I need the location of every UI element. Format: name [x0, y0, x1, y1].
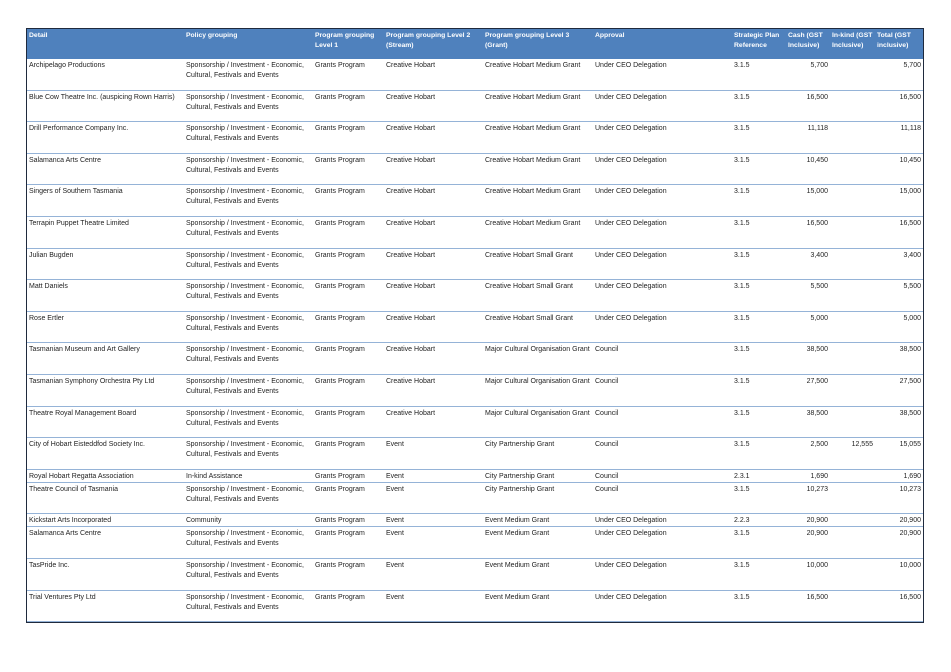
table-row[interactable] [27, 527, 923, 559]
cell-approval[interactable]: Under CEO Delegation [593, 185, 732, 217]
table-row[interactable] [27, 185, 923, 217]
cell-policy-grouping[interactable]: In-kind Assistance [184, 469, 313, 482]
cell-total[interactable]: 5,000 [875, 311, 923, 343]
cell-cash[interactable]: 16,500 [786, 590, 830, 622]
table-row[interactable] [27, 343, 923, 375]
cell-program-level-3[interactable]: City Partnership Grant [483, 438, 593, 470]
cell-detail[interactable]: Archipelago Productions [27, 59, 184, 90]
cell-detail[interactable]: Trial Ventures Pty Ltd [27, 590, 184, 622]
cell-program-level-3[interactable]: Event Medium Grant [483, 590, 593, 622]
cell-detail[interactable]: Tasmanian Symphony Orchestra Pty Ltd [27, 374, 184, 406]
cell-cash[interactable]: 5,000 [786, 311, 830, 343]
cell-in-kind[interactable] [830, 527, 875, 559]
cell-total[interactable]: 5,500 [875, 280, 923, 312]
cell-approval[interactable]: Under CEO Delegation [593, 514, 732, 527]
header-policy-grouping[interactable]: Policy grouping [184, 29, 313, 60]
table-row[interactable] [27, 153, 923, 185]
cell-approval[interactable]: Under CEO Delegation [593, 90, 732, 122]
cell-total[interactable]: 38,500 [875, 406, 923, 438]
cell-program-level-2[interactable]: Creative Hobart [384, 374, 483, 406]
cell-total[interactable]: 10,273 [875, 482, 923, 514]
cell-cash[interactable]: 11,118 [786, 122, 830, 154]
cell-policy-grouping[interactable]: Sponsorship / Investment - Economic, Cultural, Festivals and Events [184, 280, 313, 312]
cell-cash[interactable]: 5,500 [786, 280, 830, 312]
cell-detail[interactable]: Drill Performance Company Inc. [27, 122, 184, 154]
cell-policy-grouping[interactable]: Sponsorship / Investment - Economic, Cultural, Festivals and Events [184, 90, 313, 122]
cell-total[interactable]: 20,900 [875, 527, 923, 559]
cell-strategic-plan-reference[interactable]: 3.1.5 [732, 216, 786, 248]
cell-program-level-1[interactable]: Grants Program [313, 374, 384, 406]
cell-in-kind[interactable] [830, 153, 875, 185]
cell-total[interactable]: 11,118 [875, 122, 923, 154]
cell-policy-grouping[interactable]: Sponsorship / Investment - Economic, Cultural, Festivals and Events [184, 558, 313, 590]
cell-strategic-plan-reference[interactable]: 3.1.5 [732, 343, 786, 375]
cell-strategic-plan-reference[interactable]: 3.1.5 [732, 527, 786, 559]
header-cash[interactable]: Cash (GST Inclusive) [786, 29, 830, 60]
table-row[interactable] [27, 406, 923, 438]
cell-program-level-2[interactable]: Creative Hobart [384, 406, 483, 438]
cell-in-kind[interactable] [830, 514, 875, 527]
cell-program-level-1[interactable]: Grants Program [313, 248, 384, 280]
cell-policy-grouping[interactable]: Sponsorship / Investment - Economic, Cultural, Festivals and Events [184, 311, 313, 343]
cell-policy-grouping[interactable]: Sponsorship / Investment - Economic, Cultural, Festivals and Events [184, 374, 313, 406]
cell-total[interactable]: 16,500 [875, 590, 923, 622]
cell-total[interactable]: 38,500 [875, 343, 923, 375]
cell-total[interactable]: 5,700 [875, 59, 923, 90]
cell-detail[interactable]: Theatre Royal Management Board [27, 406, 184, 438]
table-row[interactable] [27, 558, 923, 590]
cell-approval[interactable]: Council [593, 469, 732, 482]
cell-program-level-3[interactable]: City Partnership Grant [483, 469, 593, 482]
cell-total[interactable]: 20,900 [875, 514, 923, 527]
cell-total[interactable]: 16,500 [875, 216, 923, 248]
cell-strategic-plan-reference[interactable]: 3.1.5 [732, 280, 786, 312]
cell-policy-grouping[interactable]: Sponsorship / Investment - Economic, Cultural, Festivals and Events [184, 153, 313, 185]
cell-strategic-plan-reference[interactable]: 3.1.5 [732, 248, 786, 280]
cell-in-kind[interactable] [830, 482, 875, 514]
cell-program-level-3[interactable]: Creative Hobart Small Grant [483, 280, 593, 312]
cell-strategic-plan-reference[interactable]: 2.2.3 [732, 514, 786, 527]
cell-program-level-2[interactable]: Creative Hobart [384, 248, 483, 280]
cell-total[interactable]: 10,450 [875, 153, 923, 185]
cell-program-level-2[interactable]: Event [384, 527, 483, 559]
table-row[interactable] [27, 482, 923, 514]
cell-cash[interactable]: 16,500 [786, 90, 830, 122]
cell-policy-grouping[interactable]: Sponsorship / Investment - Economic, Cultural, Festivals and Events [184, 527, 313, 559]
cell-detail[interactable]: Rose Ertler [27, 311, 184, 343]
cell-cash[interactable]: 20,900 [786, 527, 830, 559]
cell-policy-grouping[interactable]: Sponsorship / Investment - Economic, Cultural, Festivals and Events [184, 59, 313, 90]
cell-in-kind[interactable] [830, 90, 875, 122]
cell-detail[interactable]: Salamanca Arts Centre [27, 527, 184, 559]
header-detail[interactable]: Detail [27, 29, 184, 60]
header-program-level-1[interactable]: Program grouping Level 1 [313, 29, 384, 60]
cell-program-level-1[interactable]: Grants Program [313, 527, 384, 559]
cell-program-level-1[interactable]: Grants Program [313, 558, 384, 590]
cell-policy-grouping[interactable]: Sponsorship / Investment - Economic, Cultural, Festivals and Events [184, 438, 313, 470]
cell-detail[interactable]: Kickstart Arts Incorporated [27, 514, 184, 527]
cell-program-level-2[interactable]: Event [384, 514, 483, 527]
cell-in-kind[interactable] [830, 280, 875, 312]
cell-approval[interactable]: Under CEO Delegation [593, 153, 732, 185]
cell-strategic-plan-reference[interactable]: 3.1.5 [732, 90, 786, 122]
cell-policy-grouping[interactable]: Sponsorship / Investment - Economic, Cultural, Festivals and Events [184, 216, 313, 248]
cell-total[interactable]: 27,500 [875, 374, 923, 406]
table-row[interactable] [27, 469, 923, 482]
cell-program-level-2[interactable]: Creative Hobart [384, 59, 483, 90]
cell-program-level-3[interactable]: Creative Hobart Medium Grant [483, 185, 593, 217]
cell-total[interactable]: 3,400 [875, 248, 923, 280]
table-row[interactable] [27, 374, 923, 406]
cell-total[interactable]: 10,000 [875, 558, 923, 590]
cell-program-level-2[interactable]: Creative Hobart [384, 343, 483, 375]
cell-program-level-1[interactable]: Grants Program [313, 311, 384, 343]
cell-total[interactable]: 16,500 [875, 90, 923, 122]
cell-cash[interactable]: 10,450 [786, 153, 830, 185]
header-approval[interactable]: Approval [593, 29, 732, 60]
table-row[interactable] [27, 216, 923, 248]
cell-program-level-3[interactable]: Creative Hobart Medium Grant [483, 59, 593, 90]
cell-in-kind[interactable] [830, 469, 875, 482]
cell-program-level-1[interactable]: Grants Program [313, 482, 384, 514]
cell-detail[interactable]: Salamanca Arts Centre [27, 153, 184, 185]
cell-detail[interactable]: TasPride Inc. [27, 558, 184, 590]
cell-strategic-plan-reference[interactable]: 3.1.5 [732, 374, 786, 406]
cell-strategic-plan-reference[interactable]: 3.1.5 [732, 59, 786, 90]
grants-table [27, 28, 923, 622]
cell-program-level-2[interactable]: Event [384, 558, 483, 590]
cell-strategic-plan-reference[interactable]: 3.1.5 [732, 558, 786, 590]
cell-program-level-1[interactable]: Grants Program [313, 514, 384, 527]
cell-detail[interactable]: Singers of Southern Tasmania [27, 185, 184, 217]
cell-approval[interactable]: Under CEO Delegation [593, 248, 732, 280]
cell-cash[interactable]: 10,000 [786, 558, 830, 590]
cell-program-level-2[interactable]: Creative Hobart [384, 90, 483, 122]
cell-program-level-2[interactable]: Creative Hobart [384, 185, 483, 217]
cell-cash[interactable]: 38,500 [786, 406, 830, 438]
cell-total[interactable]: 1,690 [875, 469, 923, 482]
cell-approval[interactable]: Under CEO Delegation [593, 216, 732, 248]
cell-program-level-3[interactable]: Creative Hobart Medium Grant [483, 122, 593, 154]
cell-program-level-1[interactable]: Grants Program [313, 59, 384, 90]
cell-program-level-3[interactable]: Creative Hobart Small Grant [483, 248, 593, 280]
table-header-row [27, 29, 923, 60]
cell-in-kind[interactable] [830, 374, 875, 406]
cell-policy-grouping[interactable]: Sponsorship / Investment - Economic, Cultural, Festivals and Events [184, 482, 313, 514]
header-total[interactable]: Total (GST inclusive) [875, 29, 923, 60]
cell-strategic-plan-reference[interactable]: 3.1.5 [732, 122, 786, 154]
cell-program-level-1[interactable]: Grants Program [313, 153, 384, 185]
cell-program-level-3[interactable]: Creative Hobart Medium Grant [483, 90, 593, 122]
cell-program-level-2[interactable]: Creative Hobart [384, 311, 483, 343]
cell-total[interactable]: 15,055 [875, 438, 923, 470]
cell-in-kind[interactable] [830, 406, 875, 438]
cell-program-level-1[interactable]: Grants Program [313, 280, 384, 312]
cell-detail[interactable]: Julian Bugden [27, 248, 184, 280]
grants-table-container [26, 28, 924, 623]
cell-program-level-1[interactable]: Grants Program [313, 122, 384, 154]
cell-program-level-3[interactable]: Major Cultural Organisation Grant [483, 343, 593, 375]
cell-in-kind[interactable] [830, 343, 875, 375]
cell-program-level-3[interactable]: Event Medium Grant [483, 558, 593, 590]
cell-approval[interactable]: Under CEO Delegation [593, 311, 732, 343]
cell-strategic-plan-reference[interactable]: 3.1.5 [732, 185, 786, 217]
cell-in-kind[interactable] [830, 185, 875, 217]
cell-strategic-plan-reference[interactable]: 3.1.5 [732, 438, 786, 470]
cell-program-level-2[interactable]: Event [384, 438, 483, 470]
cell-strategic-plan-reference[interactable]: 2.3.1 [732, 469, 786, 482]
cell-approval[interactable]: Council [593, 438, 732, 470]
cell-cash[interactable]: 2,500 [786, 438, 830, 470]
cell-strategic-plan-reference[interactable]: 3.1.5 [732, 311, 786, 343]
cell-policy-grouping[interactable]: Community [184, 514, 313, 527]
cell-in-kind[interactable]: 12,555 [830, 438, 875, 470]
header-strategic-plan-reference[interactable]: Strategic Plan Reference [732, 29, 786, 60]
cell-in-kind[interactable] [830, 216, 875, 248]
header-program-level-3[interactable]: Program grouping Level 3 (Grant) [483, 29, 593, 60]
cell-in-kind[interactable] [830, 248, 875, 280]
cell-approval[interactable]: Under CEO Delegation [593, 122, 732, 154]
cell-program-level-1[interactable]: Grants Program [313, 406, 384, 438]
cell-program-level-1[interactable]: Grants Program [313, 438, 384, 470]
cell-program-level-3[interactable]: Creative Hobart Medium Grant [483, 216, 593, 248]
table-row[interactable] [27, 514, 923, 527]
table-row[interactable] [27, 280, 923, 312]
cell-cash[interactable]: 38,500 [786, 343, 830, 375]
cell-program-level-1[interactable]: Grants Program [313, 590, 384, 622]
cell-cash[interactable]: 5,700 [786, 59, 830, 90]
cell-program-level-3[interactable]: Event Medium Grant [483, 514, 593, 527]
cell-strategic-plan-reference[interactable]: 3.1.5 [732, 406, 786, 438]
cell-policy-grouping[interactable]: Sponsorship / Investment - Economic, Cultural, Festivals and Events [184, 343, 313, 375]
cell-strategic-plan-reference[interactable]: 3.1.5 [732, 153, 786, 185]
cell-total[interactable]: 15,000 [875, 185, 923, 217]
cell-approval[interactable]: Under CEO Delegation [593, 280, 732, 312]
cell-detail[interactable]: Blue Cow Theatre Inc. (auspicing Rown Harris) [27, 90, 184, 122]
cell-cash[interactable]: 27,500 [786, 374, 830, 406]
cell-policy-grouping[interactable]: Sponsorship / Investment - Economic, Cultural, Festivals and Events [184, 248, 313, 280]
header-in-kind[interactable]: In-kind (GST Inclusive) [830, 29, 875, 60]
cell-cash[interactable]: 16,500 [786, 216, 830, 248]
cell-program-level-1[interactable]: Grants Program [313, 216, 384, 248]
cell-program-level-1[interactable]: Grants Program [313, 343, 384, 375]
cell-approval[interactable]: Under CEO Delegation [593, 59, 732, 90]
cell-program-level-2[interactable]: Creative Hobart [384, 122, 483, 154]
table-row[interactable] [27, 590, 923, 622]
cell-program-level-1[interactable]: Grants Program [313, 469, 384, 482]
cell-in-kind[interactable] [830, 59, 875, 90]
cell-program-level-3[interactable]: Creative Hobart Medium Grant [483, 153, 593, 185]
cell-approval[interactable]: Council [593, 482, 732, 514]
cell-approval[interactable]: Council [593, 406, 732, 438]
cell-approval[interactable]: Under CEO Delegation [593, 590, 732, 622]
cell-policy-grouping[interactable]: Sponsorship / Investment - Economic, Cultural, Festivals and Events [184, 406, 313, 438]
cell-cash[interactable]: 15,000 [786, 185, 830, 217]
cell-program-level-2[interactable]: Event [384, 469, 483, 482]
cell-program-level-2[interactable]: Event [384, 590, 483, 622]
table-row[interactable] [27, 90, 923, 122]
cell-in-kind[interactable] [830, 311, 875, 343]
cell-program-level-1[interactable]: Grants Program [313, 185, 384, 217]
cell-approval[interactable]: Council [593, 343, 732, 375]
table-row[interactable] [27, 248, 923, 280]
cell-cash[interactable]: 3,400 [786, 248, 830, 280]
cell-cash[interactable]: 1,690 [786, 469, 830, 482]
cell-policy-grouping[interactable]: Sponsorship / Investment - Economic, Cultural, Festivals and Events [184, 590, 313, 622]
cell-approval[interactable]: Council [593, 374, 732, 406]
cell-program-level-3[interactable]: Major Cultural Organisation Grant [483, 406, 593, 438]
cell-program-level-3[interactable]: City Partnership Grant [483, 482, 593, 514]
cell-in-kind[interactable] [830, 122, 875, 154]
table-row[interactable] [27, 122, 923, 154]
cell-strategic-plan-reference[interactable]: 3.1.5 [732, 482, 786, 514]
cell-policy-grouping[interactable]: Sponsorship / Investment - Economic, Cultural, Festivals and Events [184, 122, 313, 154]
cell-detail[interactable]: Matt Daniels [27, 280, 184, 312]
cell-strategic-plan-reference[interactable]: 3.1.5 [732, 590, 786, 622]
cell-program-level-2[interactable]: Creative Hobart [384, 280, 483, 312]
cell-program-level-2[interactable]: Creative Hobart [384, 216, 483, 248]
cell-detail[interactable]: Royal Hobart Regatta Association [27, 469, 184, 482]
cell-cash[interactable]: 10,273 [786, 482, 830, 514]
table-row[interactable] [27, 438, 923, 470]
cell-policy-grouping[interactable]: Sponsorship / Investment - Economic, Cultural, Festivals and Events [184, 185, 313, 217]
cell-program-level-1[interactable]: Grants Program [313, 90, 384, 122]
cell-program-level-3[interactable]: Creative Hobart Small Grant [483, 311, 593, 343]
cell-in-kind[interactable] [830, 590, 875, 622]
cell-cash[interactable]: 20,900 [786, 514, 830, 527]
header-program-level-2[interactable]: Program grouping Level 2 (Stream) [384, 29, 483, 60]
cell-in-kind[interactable] [830, 558, 875, 590]
cell-program-level-2[interactable]: Creative Hobart [384, 153, 483, 185]
cell-program-level-3[interactable]: Event Medium Grant [483, 527, 593, 559]
cell-detail[interactable]: Terrapin Puppet Theatre Limited [27, 216, 184, 248]
cell-approval[interactable]: Under CEO Delegation [593, 527, 732, 559]
cell-detail[interactable]: Theatre Council of Tasmania [27, 482, 184, 514]
table-row[interactable] [27, 59, 923, 90]
cell-program-level-3[interactable]: Major Cultural Organisation Grant [483, 374, 593, 406]
cell-program-level-2[interactable]: Event [384, 482, 483, 514]
cell-approval[interactable]: Under CEO Delegation [593, 558, 732, 590]
cell-detail[interactable]: City of Hobart Eisteddfod Society Inc. [27, 438, 184, 470]
cell-detail[interactable]: Tasmanian Museum and Art Gallery [27, 343, 184, 375]
table-row[interactable] [27, 311, 923, 343]
